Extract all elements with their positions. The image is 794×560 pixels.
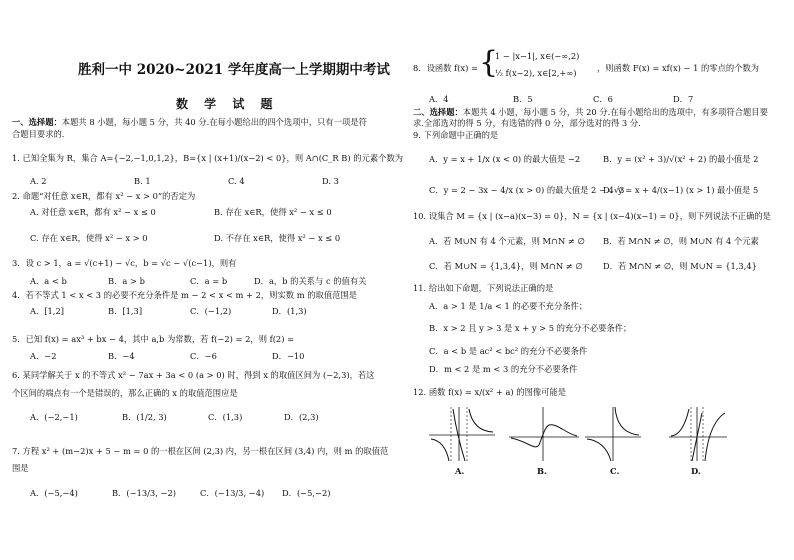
q9-stem: 9. 下列命题中正确的是: [413, 130, 499, 140]
q1-option-d[interactable]: D. 3: [322, 176, 339, 186]
q7-stem-line2: 围是: [12, 463, 29, 473]
q12-stem: 12. 函数 f(x) = x/(x² + a) 的图像可能是: [413, 387, 567, 397]
q3-option-a[interactable]: A．a < b: [30, 276, 67, 286]
q1-option-a[interactable]: A. 2: [30, 176, 47, 186]
q4-option-d[interactable]: D．(1,3): [272, 306, 307, 316]
q8-option-d[interactable]: D．7: [673, 94, 694, 104]
section2-rule-line1: 二、选择题：本题共 4 小题，每小题 5 分，共 20 分.在每小题给出的选项中，有多项符合题目要: [413, 107, 768, 117]
q10-option-c[interactable]: C．若 M∪N = {1,3,4}，则 M∩N ≠ ∅: [429, 261, 583, 271]
q11-option-c[interactable]: C．a < b 是 ac² < bc² 的充分不必要条件: [429, 346, 588, 356]
q6-option-c[interactable]: C．(1,3): [208, 412, 243, 422]
q8-brace: {: [479, 45, 499, 80]
q1-option-b[interactable]: B. 1: [134, 176, 151, 186]
q7-option-d[interactable]: D．(−5,−2): [282, 488, 331, 498]
q4-option-b[interactable]: B．[1,3]: [108, 306, 143, 316]
q12-graph-c[interactable]: [583, 405, 643, 463]
q12-label-d: D.: [691, 466, 701, 476]
q2-option-d[interactable]: D. 不存在 x∈R，使得 x² − x ≤ 0: [214, 233, 341, 243]
q5-option-a[interactable]: A．−2: [30, 351, 57, 361]
q6-stem-line1: 6. 某同学解关于 x 的不等式 x² − 7ax + 3a < 0 (a > 0) 时，得到 x 的取值区间为 (−2,3)，若这: [12, 370, 375, 380]
q5-option-b[interactable]: B．−4: [108, 351, 135, 361]
section1-rule-line1: 一、选择题：本题共 8 小题，每小题 5 分，共 40 分.在每小题给出的四个选项中，只有一项是符: [12, 117, 367, 127]
q11-option-d[interactable]: D．m < 2 是 m < 3 的充分不必要条件: [429, 364, 578, 374]
q10-option-d[interactable]: D．若 M∩N ≠ ∅，则 M∪N = {1,3,4}: [603, 261, 757, 271]
q11-stem: 11. 给出如下命题，下列说法正确的是: [413, 283, 554, 293]
q4-stem: 4．若不等式 1 < x < 3 的必要不充分条件是 m − 2 < x < m + 2，则实数 m 的取值范围是: [12, 290, 358, 300]
q8-piece-2: ½ f(x−2), x∈[2,+∞): [495, 68, 577, 78]
q9-option-c[interactable]: C．y = 2 − 3x − 4/x (x > 0) 的最大值是 2 − 4√3: [429, 185, 625, 195]
q4-option-a[interactable]: A．[1,2]: [30, 306, 64, 316]
q4-option-c[interactable]: C．(−1,2): [190, 306, 232, 316]
q8-prefix: 8．设函数 f(x) =: [413, 63, 478, 73]
q8-option-b[interactable]: B．5: [513, 94, 533, 104]
section1-rule-line2: 合题目要求的.: [12, 129, 65, 139]
q2-stem: 2. 命题“对任意 x∈R，都有 x² − x > 0”的否定为: [12, 191, 196, 201]
q5-option-d[interactable]: D．−10: [272, 351, 305, 361]
q12-graph-b[interactable]: [507, 405, 581, 463]
q12-label-a: A.: [455, 466, 465, 476]
q8-option-a[interactable]: A．4: [429, 94, 449, 104]
q1-stem: 1. 已知全集为 R，集合 A={−2,−1,0,1,2}，B={x | (x+1)/(x−2) < 0}，则 A∩(C_R B) 的元素个数为: [12, 153, 404, 163]
q12-graph-a[interactable]: [427, 405, 497, 463]
q7-option-b[interactable]: B．(−13/3, −2): [112, 488, 176, 498]
q12-label-c: C.: [610, 466, 620, 476]
q12-graph-d[interactable]: [667, 405, 729, 463]
exam-subtitle: 数 学 试 题: [176, 97, 279, 111]
q8-option-c[interactable]: C．6: [593, 94, 613, 104]
q7-option-a[interactable]: A．(−5,−4): [30, 488, 78, 498]
q9-option-d[interactable]: D．y = x + 4/(x−1) (x > 1) 最小值是 5: [603, 185, 759, 195]
q7-stem-line1: 7. 方程 x² + (m−2)x + 5 − m = 0 的一根在区间 (2,3) 内，另一根在区间 (3,4) 内，则 m 的取值范: [12, 446, 389, 456]
q8-suffix: ，则函数 F(x) = xf(x) − 1 的零点的个数为: [597, 63, 760, 73]
q5-stem: 5．已知 f(x) = ax³ + bx − 4，其中 a,b 为常数，若 f(−2) = 2，则 f(2) =: [12, 334, 295, 344]
q6-option-b[interactable]: B．(1/2, 3): [122, 412, 167, 422]
q10-stem: 10. 设集合 M = {x | (x−a)(x−3) = 0}，N = {x | (x−4)(x−1) = 0}，则下列说法不正确的是: [413, 211, 771, 221]
q3-stem: 3．设 c > 1，a = √(c+1) − √c，b = √c − √(c−1)，则有: [12, 258, 237, 268]
q7-option-c[interactable]: C．(−13/3, −4): [200, 488, 265, 498]
q3-option-d[interactable]: D．a，b 的关系与 c 的值有关: [254, 276, 367, 286]
q12-label-b: B.: [537, 466, 547, 476]
q3-option-c[interactable]: C．a = b: [190, 276, 228, 286]
q6-option-d[interactable]: D．(2,3): [284, 412, 319, 422]
q11-option-a[interactable]: A．a > 1 是 1/a < 1 的必要不充分条件；: [429, 301, 588, 311]
q2-option-b[interactable]: B. 存在 x∈R，使得 x² − x ≤ 0: [214, 207, 332, 217]
q2-option-c[interactable]: C. 存在 x∈R，使得 x² − x > 0: [30, 233, 148, 243]
q6-option-a[interactable]: A．(−2,−1): [30, 412, 78, 422]
q6-stem-line2: 个区间的端点有一个是错误的，那么正确的 x 的取值范围应是: [12, 388, 238, 398]
q3-option-b[interactable]: B．a > b: [108, 276, 145, 286]
q10-option-a[interactable]: A．若 M∪N 有 4 个元素，则 M∩N ≠ ∅: [429, 236, 585, 246]
q9-option-b[interactable]: B．y = (x² + 3)/√(x² + 2) 的最小值是 2: [603, 154, 759, 164]
q11-option-b[interactable]: B．x > 2 且 y > 3 是 x + y > 5 的充分不必要条件；: [429, 323, 632, 333]
section2-rule-line2: 求.全部选对的得 5 分，有选错的得 0 分，部分选对的得 3 分.: [413, 118, 641, 128]
exam-title: 胜利一中 2020~2021 学年度高一上学期期中考试: [78, 62, 390, 78]
q1-option-c[interactable]: C. 4: [228, 176, 245, 186]
q10-option-b[interactable]: B．若 M∩N ≠ ∅，则 M∪N 有 4 个元素: [603, 236, 759, 246]
q9-option-a[interactable]: A．y = x + 1/x (x < 0) 的最大值是 −2: [429, 154, 581, 164]
q8-piece-1: 1 − |x−1|, x∈(−∞,2): [495, 51, 580, 61]
q5-option-c[interactable]: C．−6: [190, 351, 217, 361]
q2-option-a[interactable]: A. 对任意 x∈R，都有 x² − x ≤ 0: [30, 207, 156, 217]
